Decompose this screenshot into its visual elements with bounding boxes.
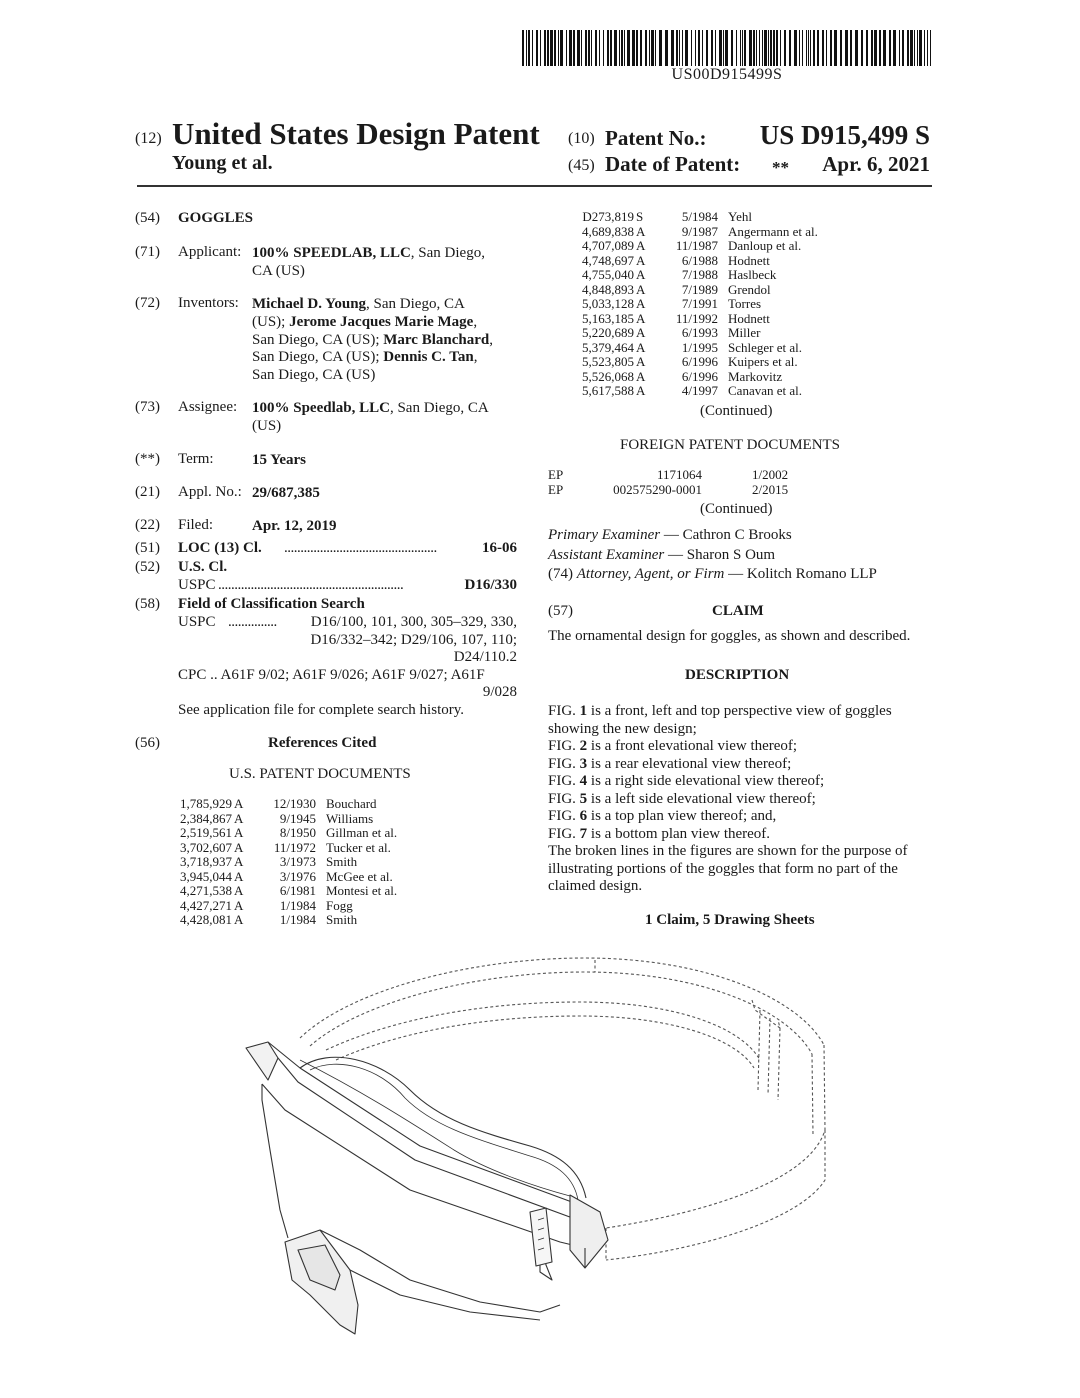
citation-name: Miller bbox=[728, 325, 761, 340]
term-label: Term: bbox=[178, 451, 214, 467]
citation-name: Grendol bbox=[728, 281, 771, 297]
foreign-docs-heading: FOREIGN PATENT DOCUMENTS bbox=[620, 437, 841, 453]
citation-num: 4,755,040 bbox=[582, 267, 634, 282]
citation-name: Montesi et al. bbox=[326, 883, 398, 898]
citation-num: 4,848,893 bbox=[582, 281, 634, 297]
foreign-patents bbox=[548, 468, 848, 497]
patent-type-title: United States Design Patent bbox=[172, 116, 540, 151]
claim-heading: CLAIM bbox=[712, 603, 764, 619]
filed-code: (22) bbox=[135, 517, 160, 533]
applicant-code: (71) bbox=[135, 244, 160, 260]
citation-row bbox=[572, 355, 872, 370]
citation-kind: A bbox=[234, 868, 244, 884]
citation-num: 4,427,271 bbox=[180, 897, 232, 913]
citation-row bbox=[170, 812, 430, 827]
loc-label: LOC (13) Cl. bbox=[178, 540, 262, 556]
uspc-value: D16/330 bbox=[464, 577, 517, 593]
inventor-line-2: (US); Jerome Jacques Marie Mage, bbox=[252, 314, 478, 330]
citation-name: Williams bbox=[326, 810, 374, 826]
header-rule bbox=[137, 185, 932, 187]
citation-row bbox=[170, 797, 430, 812]
citation-row bbox=[572, 254, 872, 269]
citation-date: 11/1992 bbox=[675, 310, 718, 326]
goggle-frame bbox=[246, 1042, 608, 1334]
citation-num: 002575290-0001 bbox=[613, 481, 702, 497]
citation-kind: A bbox=[636, 267, 646, 282]
inventors-code: (72) bbox=[135, 295, 160, 311]
citation-kind: A bbox=[636, 339, 646, 355]
citation-kind: A bbox=[234, 854, 244, 869]
description-body bbox=[548, 703, 933, 896]
citation-date: 7/1991 bbox=[681, 296, 718, 311]
primary-examiner: Primary Examiner — Cathron C Brooks bbox=[548, 527, 792, 543]
citation-date: 6/1993 bbox=[681, 325, 718, 340]
applicant-label: Applicant: bbox=[178, 244, 242, 260]
applicant-loc: CA (US) bbox=[252, 263, 305, 279]
field-code: (58) bbox=[135, 596, 160, 612]
citation-name: Kuipers et al. bbox=[728, 354, 798, 369]
citation-date: 9/1945 bbox=[279, 810, 316, 826]
citation-name: Gillman et al. bbox=[326, 825, 398, 840]
citation-name: Tucker et al. bbox=[326, 839, 391, 855]
description-heading: DESCRIPTION bbox=[685, 667, 790, 683]
citation-row bbox=[170, 913, 430, 928]
inventor-line-5: San Diego, CA (US) bbox=[252, 367, 376, 383]
citation-num: 5,220,689 bbox=[582, 325, 634, 340]
citation-kind: A bbox=[636, 223, 646, 239]
citation-date: 3/1973 bbox=[279, 854, 316, 869]
citation-name: Haslbeck bbox=[728, 267, 777, 282]
citation-row bbox=[170, 841, 430, 856]
citation-kind: A bbox=[636, 310, 646, 326]
description-line: FIG. 5 is a left side elevational view thereof; bbox=[548, 790, 816, 807]
appl-label: Appl. No.: bbox=[178, 484, 242, 500]
citation-num: 4,748,697 bbox=[582, 252, 634, 268]
citation-num: 1171064 bbox=[656, 467, 702, 482]
citation-kind: A bbox=[636, 296, 646, 311]
citation-date: 11/1987 bbox=[675, 238, 718, 253]
citation-num: 3,718,937 bbox=[180, 854, 232, 869]
description-line: claimed design. bbox=[548, 878, 643, 894]
uspc-dots: ......................................................... bbox=[218, 577, 404, 593]
citation-row bbox=[572, 283, 872, 298]
assignee-label: Assignee: bbox=[178, 399, 238, 415]
barcode-number: US00D915499S bbox=[671, 66, 783, 83]
citation-date: 7/1988 bbox=[681, 267, 718, 282]
citation-date: 2/2015 bbox=[752, 481, 789, 497]
description-line: FIG. 4 is a right side elevational view thereof; bbox=[548, 773, 825, 789]
attorney: (74) Attorney, Agent, or Firm — Kolitch Romano LLP bbox=[548, 566, 877, 582]
term-stars: ** bbox=[772, 158, 789, 177]
citation-row bbox=[170, 826, 430, 841]
field-note: See application file for complete search history. bbox=[178, 702, 465, 718]
citation-num: 5,379,464 bbox=[582, 339, 634, 355]
citation-kind: A bbox=[636, 281, 646, 297]
citation-name: Yehl bbox=[728, 209, 752, 224]
citation-num: 2,384,867 bbox=[180, 810, 232, 826]
description-line: illustrating portions of the goggles that form no part of the bbox=[548, 860, 898, 877]
citation-kind: A bbox=[234, 839, 244, 855]
inventors-label: Inventors: bbox=[178, 295, 239, 311]
citation-kind: A bbox=[636, 325, 646, 340]
citation-country: EP bbox=[548, 467, 564, 482]
citation-row bbox=[572, 384, 872, 399]
citation-date: 6/1988 bbox=[681, 252, 718, 268]
citation-name: Schleger et al. bbox=[728, 339, 802, 355]
citation-row bbox=[572, 268, 872, 283]
applicant: 100% SPEEDLAB, LLC, San Diego, bbox=[252, 245, 485, 261]
uspc-label: USPC bbox=[178, 577, 216, 593]
citation-kind: A bbox=[636, 238, 646, 253]
date-label: Date of Patent: bbox=[605, 152, 741, 176]
filed-date: Apr. 12, 2019 bbox=[252, 518, 337, 534]
patent-date: Apr. 6, 2021 bbox=[822, 152, 930, 176]
citation-kind: A bbox=[234, 810, 244, 826]
citation-num: 4,689,838 bbox=[582, 223, 634, 239]
citation-row bbox=[572, 341, 872, 356]
field-uspc-line-1: D16/100, 101, 300, 305–329, 330, bbox=[310, 614, 517, 630]
term-code: (**) bbox=[135, 451, 160, 467]
code-45: (45) bbox=[568, 157, 595, 174]
field-uspc-line-2: D16/332–342; D29/106, 107, 110; bbox=[310, 632, 517, 648]
citation-num: D273,819 bbox=[582, 209, 634, 224]
appl-number: 29/687,385 bbox=[252, 485, 320, 501]
goggles-drawing bbox=[240, 950, 830, 1360]
patent-number: US D915,499 S bbox=[759, 120, 930, 150]
citation-num: 4,271,538 bbox=[180, 883, 232, 898]
us-patents-left bbox=[170, 797, 430, 928]
patent-barcode bbox=[522, 30, 932, 66]
citation-row bbox=[170, 884, 430, 899]
citation-name: McGee et al. bbox=[326, 868, 393, 884]
continued-foreign: (Continued) bbox=[700, 501, 773, 517]
assignee: 100% Speedlab, LLC, San Diego, CA bbox=[252, 400, 489, 416]
citation-date: 9/1987 bbox=[681, 223, 718, 239]
citation-kind: A bbox=[234, 897, 244, 913]
assignee-loc: (US) bbox=[252, 418, 282, 434]
citation-row bbox=[572, 239, 872, 254]
citation-num: 5,163,185 bbox=[582, 310, 634, 326]
citation-row bbox=[572, 225, 872, 240]
citation-date: 6/1981 bbox=[279, 883, 316, 898]
description-line: FIG. 6 is a top plan view thereof; and, bbox=[548, 808, 777, 824]
description-line: FIG. 3 is a rear elevational view thereof; bbox=[548, 755, 792, 772]
field-label: Field of Classification Search bbox=[178, 596, 365, 612]
field-uspc-label: USPC bbox=[178, 614, 216, 630]
assistant-examiner: Assistant Examiner — Sharon S Oum bbox=[548, 547, 776, 563]
citation-num: 5,617,588 bbox=[582, 383, 634, 398]
citation-date: 8/1950 bbox=[279, 825, 316, 840]
field-cpc-line-1: CPC .. A61F 9/02; A61F 9/026; A61F 9/027; A61F bbox=[178, 667, 485, 683]
citation-date: 1/2002 bbox=[752, 467, 789, 482]
citation-row bbox=[548, 483, 848, 498]
citation-kind: A bbox=[234, 883, 244, 898]
citation-name: Hodnett bbox=[728, 310, 770, 326]
citation-date: 1/1984 bbox=[279, 897, 316, 913]
description-line: The broken lines in the figures are shown for the purpose of bbox=[548, 843, 908, 859]
inventors-short: Young et al. bbox=[172, 152, 273, 174]
description-line: showing the new design; bbox=[548, 720, 697, 737]
citation-kind: A bbox=[234, 796, 244, 811]
citation-date: 12/1930 bbox=[273, 796, 316, 811]
citation-name: Markovitz bbox=[728, 368, 783, 384]
citation-kind: A bbox=[234, 912, 244, 927]
citation-row bbox=[572, 370, 872, 385]
refs-heading: References Cited bbox=[268, 735, 377, 751]
continued-us: (Continued) bbox=[700, 403, 773, 419]
citation-date: 1/1984 bbox=[279, 912, 316, 927]
citation-num: 1,785,929 bbox=[180, 796, 232, 811]
description-line: FIG. 2 is a front elevational view thereof; bbox=[548, 738, 798, 754]
citation-row bbox=[170, 855, 430, 870]
citation-name: Bouchard bbox=[326, 796, 377, 811]
citation-name: Hodnett bbox=[728, 252, 770, 268]
citation-kind: A bbox=[636, 354, 646, 369]
patent-no-label: Patent No.: bbox=[605, 126, 707, 150]
citation-date: 4/1997 bbox=[681, 383, 718, 398]
citation-num: 4,707,089 bbox=[582, 238, 634, 253]
citation-name: Danloup et al. bbox=[728, 238, 802, 253]
filed-label: Filed: bbox=[178, 517, 214, 533]
citation-date: 1/1995 bbox=[681, 339, 718, 355]
citation-date: 5/1984 bbox=[681, 209, 718, 224]
citation-kind: A bbox=[636, 383, 646, 398]
field-uspc-dots: ............... bbox=[228, 614, 277, 630]
citation-num: 5,033,128 bbox=[582, 296, 634, 311]
citation-row bbox=[572, 297, 872, 312]
inventor-line-1: Michael D. Young, San Diego, CA bbox=[252, 296, 465, 312]
citation-date: 3/1976 bbox=[279, 868, 316, 884]
citation-kind: A bbox=[234, 825, 244, 840]
field-cpc-line-2: 9/028 bbox=[482, 684, 517, 700]
loc-dots: ............................................... bbox=[284, 540, 437, 556]
loc-code: (51) bbox=[135, 540, 160, 556]
claims-sheets-count: 1 Claim, 5 Drawing Sheets bbox=[645, 912, 815, 928]
citation-row bbox=[572, 326, 872, 341]
description-line: FIG. 7 is a bottom plan view thereof. bbox=[548, 825, 771, 842]
loc-value: 16-06 bbox=[482, 540, 517, 556]
citation-date: 6/1996 bbox=[681, 368, 718, 384]
citation-row bbox=[572, 312, 872, 327]
citation-num: 3,702,607 bbox=[180, 839, 232, 855]
uscl-label: U.S. Cl. bbox=[178, 559, 228, 575]
refs-code: (56) bbox=[135, 735, 160, 751]
code-12: (12) bbox=[135, 130, 162, 147]
term-value: 15 Years bbox=[252, 452, 307, 468]
citation-name: Fogg bbox=[326, 897, 353, 913]
citation-date: 6/1996 bbox=[681, 354, 718, 369]
inventor-line-3: San Diego, CA (US); Marc Blanchard, bbox=[252, 332, 493, 348]
citation-row bbox=[170, 870, 430, 885]
appl-code: (21) bbox=[135, 484, 160, 500]
citation-num: 3,945,044 bbox=[180, 868, 232, 884]
citation-name: Canavan et al. bbox=[728, 383, 802, 398]
citation-kind: A bbox=[636, 368, 646, 384]
citation-num: 4,428,081 bbox=[180, 912, 232, 927]
title-code: (54) bbox=[135, 210, 160, 226]
citation-name: Angermann et al. bbox=[728, 223, 818, 239]
code-10: (10) bbox=[568, 130, 595, 147]
patent-title: GOGGLES bbox=[178, 210, 254, 226]
citation-date: 11/1972 bbox=[273, 839, 316, 855]
assignee-code: (73) bbox=[135, 399, 160, 415]
citation-name: Smith bbox=[326, 854, 358, 869]
citation-row bbox=[572, 210, 872, 225]
description-line: FIG. 1 is a front, left and top perspective view of goggles bbox=[548, 703, 892, 719]
uscl-code: (52) bbox=[135, 559, 160, 575]
citation-kind: S bbox=[636, 209, 644, 224]
citation-name: Smith bbox=[326, 912, 358, 927]
us-patents-right bbox=[572, 210, 872, 399]
citation-num: 2,519,561 bbox=[180, 825, 232, 840]
citation-num: 5,523,805 bbox=[582, 354, 634, 369]
citation-row bbox=[548, 468, 848, 483]
us-docs-heading: U.S. PATENT DOCUMENTS bbox=[229, 766, 411, 782]
citation-country: EP bbox=[548, 481, 564, 497]
citation-name: Torres bbox=[728, 296, 762, 311]
citation-date: 7/1989 bbox=[681, 281, 718, 297]
field-uspc-line-3: D24/110.2 bbox=[453, 649, 517, 665]
citation-row bbox=[170, 899, 430, 914]
citation-num: 5,526,068 bbox=[582, 368, 634, 384]
claim-code: (57) bbox=[548, 603, 573, 619]
claim-text: The ornamental design for goggles, as shown and described. bbox=[548, 628, 911, 644]
inventor-line-4: San Diego, CA (US); Dennis C. Tan, bbox=[252, 349, 478, 365]
citation-kind: A bbox=[636, 252, 646, 268]
